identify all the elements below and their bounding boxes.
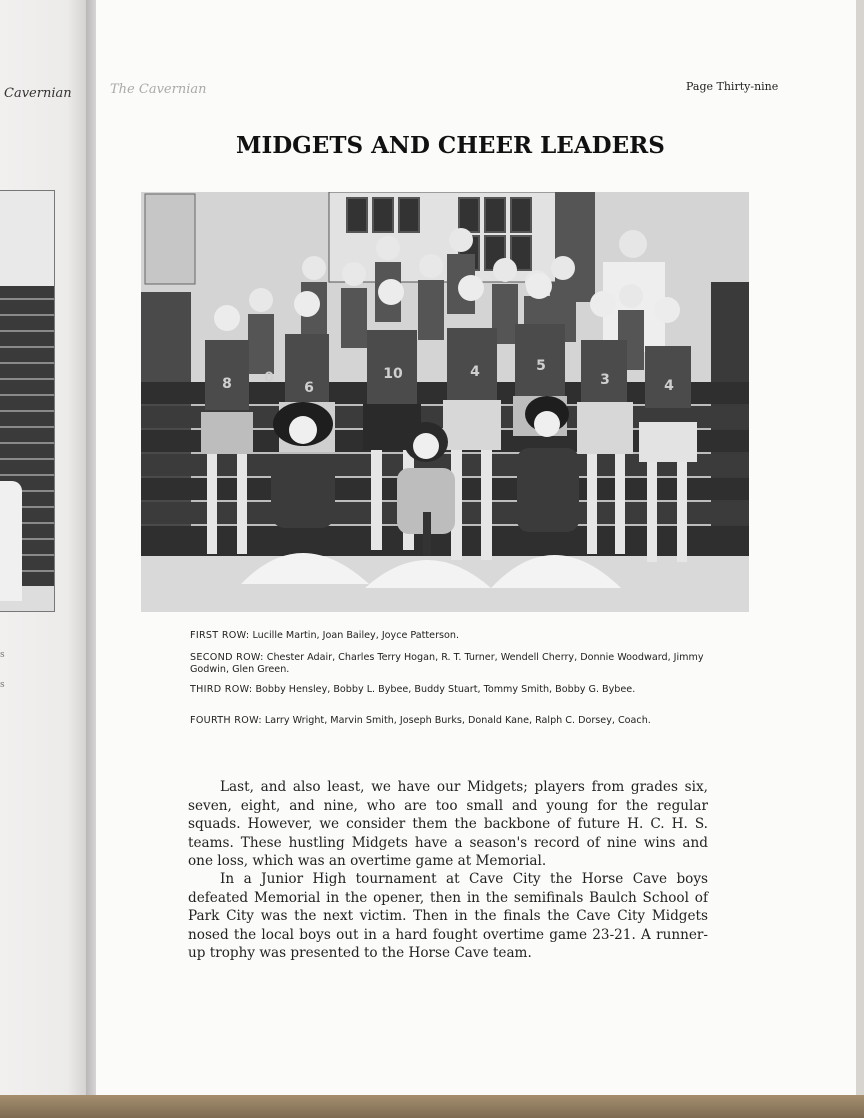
page-edge (856, 0, 864, 1095)
caption-names: Lucille Martin, Joan Bailey, Joyce Patterson. (252, 630, 460, 641)
caption-label: FOURTH ROW: (190, 715, 262, 726)
running-head: The Cavernian (110, 82, 207, 97)
paragraph-tournament: In a Junior High tournament at Cave City the Horse Cave boys defeated Memorial in the opener, then in the semifinals Baulch School of Park City was the next victim. Then in the finals the Cave City Midgets nosed the local boys out in a hard fought overtime game 23-21. A runner-up trophy was presented to the Horse Cave team. (188, 871, 708, 961)
caption-first-row (190, 630, 710, 642)
team-photo (141, 192, 749, 612)
left-page (0, 0, 96, 1095)
jersey-number: 3 (600, 372, 610, 388)
jersey-number: 10 (383, 366, 403, 382)
photo-left-window (145, 194, 195, 284)
body-paragraph (188, 778, 708, 871)
jersey-number: 4 (470, 364, 480, 380)
caption-names: Larry Wright, Marvin Smith, Joseph Burks, Donald Kane, Ralph C. Dorsey, Coach. (264, 715, 651, 726)
caption-label: THIRD ROW: (190, 684, 253, 695)
jersey-number: 4 (664, 378, 674, 394)
left-photo-figure (0, 481, 22, 601)
left-margin-mark: s (0, 680, 5, 690)
page-title: MIDGETS AND CHEER LEADERS (236, 132, 665, 159)
left-margin-marks (0, 640, 5, 700)
book-bottom-edge (0, 1095, 864, 1118)
caption-fourth-row (190, 715, 710, 727)
jersey-number: 8 (222, 376, 232, 392)
left-margin-mark: s (0, 650, 5, 660)
left-photo-sky (0, 191, 54, 286)
body-paragraph (188, 870, 708, 963)
caption-third-row (190, 684, 710, 696)
caption-label: FIRST ROW: (190, 630, 250, 641)
jersey-number: 0 (264, 370, 274, 386)
jersey-number: 5 (536, 358, 546, 374)
caption-names: Bobby Hensley, Bobby L. Bybee, Buddy Stuart, Tommy Smith, Bobby G. Bybee. (255, 684, 636, 695)
caption-label: SECOND ROW: (190, 652, 264, 663)
jersey-number: 6 (304, 380, 314, 396)
caption-second-row (190, 652, 710, 676)
paragraph-midgets-intro: Last, and also least, we have our Midgets; players from grades six, seven, eight, and nine, who are too small and young for the regular squads. However, we consider them the backbone of future H. C. H. S. teams. These hustling Midgets have a season's record of nine wins and one loss, which was an overtime game at Memorial. (188, 779, 708, 869)
left-running-head: Cavernian (4, 86, 72, 101)
page-number: Page Thirty-nine (686, 80, 779, 93)
caption-names: Chester Adair, Charles Terry Hogan, R. T. Turner, Wendell Cherry, Donnie Woodward, Jimmy Godwin, Glen Green. (190, 652, 704, 675)
left-page-photo (0, 190, 55, 612)
